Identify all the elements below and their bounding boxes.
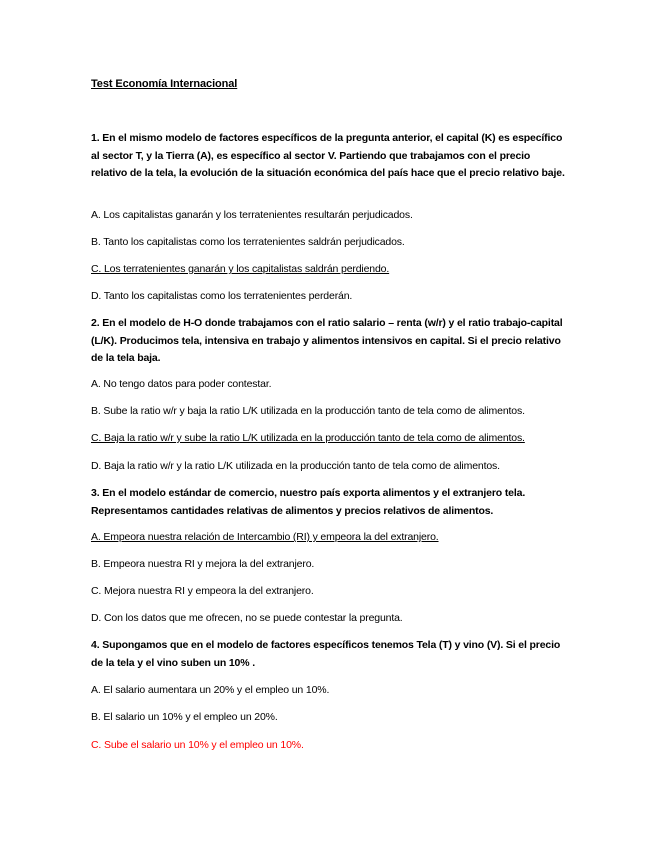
question-3-option-b: B. Empeora nuestra RI y mejora la del extranjero. [91,558,315,570]
question-2-option-a: A. No tengo datos para poder contestar. [91,378,272,390]
question-4-option-a: A. El salario aumentara un 20% y el empleo un 10%. [91,684,330,696]
question-3 [91,485,569,520]
question-1-option-c: C. Los terratenientes ganarán y los capitalistas saldrán perdiendo. [91,263,390,275]
question-2-option-d: D. Baja la ratio w/r y la ratio L/K utilizada en la producción tanto de tela como de alimentos. [91,460,500,472]
question-text: Supongamos que en el modelo de factores específicos tenemos Tela (T) y vino (V). Si el precio de la tela y el vino suben un 10% . [91,639,561,669]
question-3-option-c: C. Mejora nuestra RI y empeora la del extranjero. [91,585,314,597]
question-number: 1. [91,132,100,144]
question-number: 2. [91,317,100,329]
question-4 [91,637,569,672]
question-4-option-b: B. El salario un 10% y el empleo un 20%. [91,711,278,723]
question-3-option-d: D. Con los datos que me ofrecen, no se puede contestar la pregunta. [91,612,403,624]
question-number: 4. [91,639,100,651]
question-1 [91,130,569,183]
question-4-option-c: C. Sube el salario un 10% y el empleo un 10%. [91,739,304,751]
question-2 [91,315,569,368]
question-3-option-a: A. Empeora nuestra relación de Intercambio (RI) y empeora la del extranjero. [91,531,439,543]
question-text: En el modelo de H-O donde trabajamos con el ratio salario – renta (w/r) y el ratio trabajo-capital (L/K). Producimos tela, intensiva en trabajo y alimentos intensivos en capital. Si el precio relativo de la tela baja. [91,317,563,364]
question-1-option-b: B. Tanto los capitalistas como los terratenientes saldrán perjudicados. [91,236,405,248]
question-2-option-b: B. Sube la ratio w/r y baja la ratio L/K utilizada en la producción tanto de tela como de alimentos. [91,405,525,417]
question-2-option-c: C. Baja la ratio w/r y sube la ratio L/K utilizada en la producción tanto de tela como de alimentos. [91,432,525,444]
question-1-option-a: A. Los capitalistas ganarán y los terratenientes resultarán perjudicados. [91,209,413,221]
document-title: Test Economía Internacional [91,78,238,90]
question-1-option-d: D. Tanto los capitalistas como los terratenientes perderán. [91,290,353,302]
question-text: En el modelo estándar de comercio, nuestro país exporta alimentos y el extranjero tela. Representamos cantidades relativas de alimentos y precios relativos de alimentos. [91,487,526,517]
question-number: 3. [91,487,100,499]
question-text: En el mismo modelo de factores específicos de la pregunta anterior, el capital (K) es específico al sector T, y la Tierra (A), es específico al sector V. Partiendo que trabajamos con el precio relativo de la tela, la evolución de la situación económica del país hace que el precio relativo baje. [91,132,565,179]
